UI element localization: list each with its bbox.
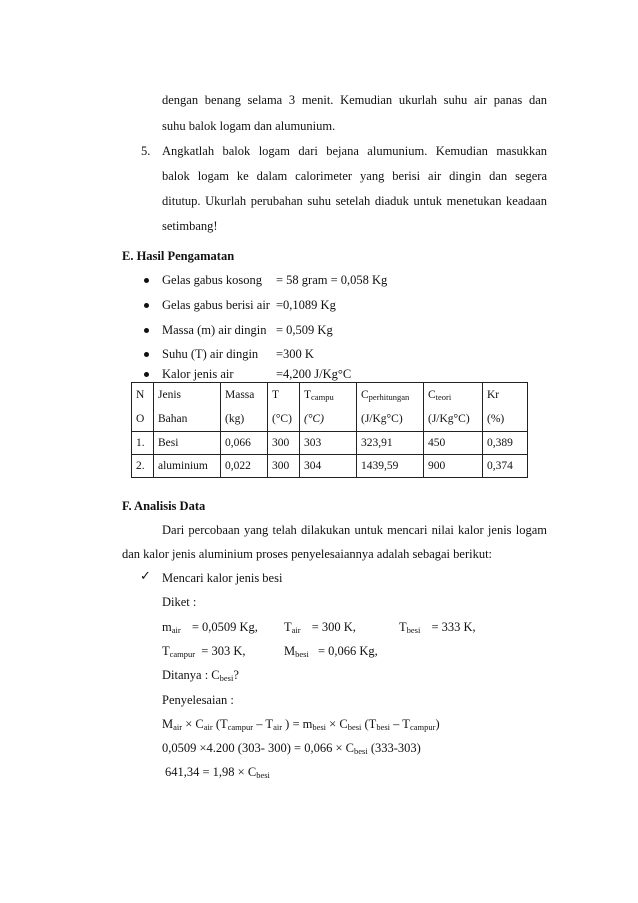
equation-line: $M_{air} \times C_{air}$ ($T_{campur} - T_{air}$ ) = $m_{besi} \times C_{besi}$ $(T_{besi} - T_{campur})$ (162, 717, 440, 732)
section-e-title: E. Hasil Pengamatan (122, 249, 235, 263)
table-cell: 303 (300, 432, 357, 455)
paragraph-line: dan kalor jenis aluminium proses penyelesaiannya adalah sebagai berikut: (122, 547, 493, 561)
given-t-air: $T_{air} = 300$ K, (284, 620, 356, 635)
table-cell: 323,91 (357, 432, 424, 455)
procedure-line: balok logam ke dalam calorimeter yang berisi air dingin dan segera (162, 169, 547, 183)
bullet-icon (144, 328, 149, 333)
bullet-icon (144, 352, 149, 357)
procedure-text: dengan benang selama 3 menit. Kemudian ukurlah suhu air panas dan (162, 93, 547, 107)
table-cell: 0,066 (221, 432, 268, 455)
header-cell: Kr (%) (483, 383, 528, 432)
bullet-icon (144, 372, 149, 377)
paragraph-line: Dari percobaan yang telah dilakukan untuk mencari nilai kalor jenis logam (162, 523, 547, 537)
table-cell: Besi (154, 432, 221, 455)
section-f-title: F. Analisis Data (122, 499, 206, 513)
table-row (132, 455, 528, 478)
header-cell: N O (132, 383, 154, 432)
list-item-label: Gelas gabus kosong (162, 273, 262, 287)
procedure-line: Angkatlah balok logam dari bejana alumunium. Kemudian masukkan (162, 144, 547, 158)
given-t-campur: $T_{campur} = 303$ K, (162, 644, 246, 659)
observation-table (131, 382, 528, 478)
procedure-line (162, 92, 547, 108)
given-m-besi: $M_{besi} = 0,066$ Kg, (284, 644, 378, 659)
table-cell: aluminium (154, 455, 221, 478)
procedure-line: ditutup. Ukurlah perubahan suhu setelah diaduk untuk menetukan keadaan (162, 194, 547, 208)
list-item-label: Suhu (T) air dingin (162, 347, 259, 361)
table-cell: 900 (424, 455, 483, 478)
list-item-label: Massa (m) air dingin (162, 323, 267, 337)
table-cell: 0,022 (221, 455, 268, 478)
list-item-value: =4,200 J/Kg°C (276, 367, 352, 381)
list-item-value: =0,1089 Kg (276, 298, 336, 312)
header-cell: $T_{campu}$ (°C) (300, 383, 357, 432)
table-header-row (132, 383, 528, 432)
equation-line: $641,34 = 1,98 \times C_{besi}$ (165, 765, 270, 780)
equation-line: 0,0509 ×4.200 (303- $300) = 0,066 \times C_{besi}$ (333-303) (162, 741, 421, 756)
list-item-value: = 0,509 Kg (276, 323, 333, 337)
header-cell: $C_{teori}$ (J/Kg°C) (424, 383, 483, 432)
table-cell: 0,389 (483, 432, 528, 455)
header-cell: Massa (kg) (221, 383, 268, 432)
header-cell: T (°C) (268, 383, 300, 432)
step-number: 5. (141, 144, 151, 158)
table-row (132, 432, 528, 455)
table-cell: 300 (268, 432, 300, 455)
given-m-air: $m_{air} = 0,0509$ Kg, (162, 620, 258, 635)
procedure-line: setimbang! (162, 219, 218, 233)
penyelesaian-label: Penyelesaian : (162, 693, 234, 707)
diket-label: Diket : (162, 595, 197, 609)
table-cell: 450 (424, 432, 483, 455)
bullet-icon (144, 278, 149, 283)
bullet-icon (144, 303, 149, 308)
procedure-line: suhu balok logam dan alumunium. (162, 119, 336, 133)
header-cell: Jenis Bahan (154, 383, 221, 432)
table-cell: 304 (300, 455, 357, 478)
list-item-label: Gelas gabus berisi air (162, 298, 270, 312)
table-cell: 2. (132, 455, 154, 478)
table-cell: 1. (132, 432, 154, 455)
check-item: Mencari kalor jenis besi (162, 571, 283, 585)
check-icon: ✓ (140, 568, 151, 583)
header-cell: $C_{perhitungan}$ (J/Kg°C) (357, 383, 424, 432)
table-cell: 0,374 (483, 455, 528, 478)
given-t-besi: $T_{besi} = 333$ K, (399, 620, 476, 635)
list-item-label: Kalor jenis air (162, 367, 234, 381)
table-cell: 300 (268, 455, 300, 478)
list-item-value: = 58 gram = 0,058 Kg (276, 273, 388, 287)
list-item-value: =300 K (276, 347, 314, 361)
ditanya-line: Ditanya : $C_{besi}$? (162, 668, 239, 683)
table-cell: 1439,59 (357, 455, 424, 478)
